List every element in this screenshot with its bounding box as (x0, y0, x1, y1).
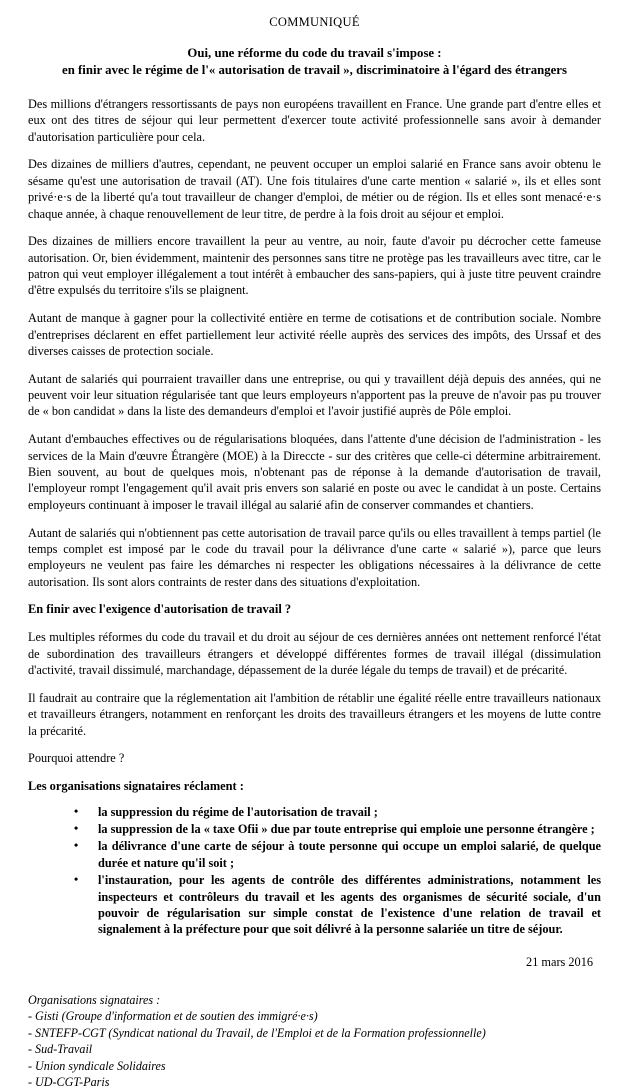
body-paragraph-1: Des millions d'étrangers ressortissants de pays non européens travaillent en France. Une grande part d'entre elles et eux ont des titres de séjour qui leur permettent d'exercer toute activité professionnelle sans avoir à demander d'autorisation particulière pour cela. (28, 96, 601, 144)
signatory-item: - Sud-Travail (28, 1042, 93, 1057)
demands-heading: Les organisations signataires réclament : (28, 779, 244, 794)
body-paragraph-8: Les multiples réformes du code du travail et du droit au séjour de ces dernières années ont nettement renforcé l'état de subordination des travailleurs étrangers et développé différentes formes de travail illégal (dissimulation d'activité, travail dissimulé, marchandage, dépassement de la durée légale du temps de travail) et de précarité. (28, 630, 601, 678)
signatory-item: - Union syndicale Solidaires (28, 1058, 166, 1073)
list-item: • la suppression de la « taxe Ofii » due par toute entreprise qui emploie une personne étrangère ; (86, 821, 601, 837)
body-paragraph-6: Autant d'embauches effectives ou de régularisations bloquées, dans l'attente d'une décision de l'administration - les services de la Main d'œuvre Étrangère (MOE) à la Direccte - sur des critères que celle-ci détermine arbitrairement. Bien souvent, au bout de quelques mois, n'obtenant pas de réponse à la demande d'autorisation de travail, l'employeur rompt l'engagement qu'il avait pris envers son salarié en poste ou avec le candidat à un poste. Certains employeurs continuant à imposer le travail illégal au salarié afin de conserver commandes et chantiers. (28, 432, 601, 512)
body-paragraph-4: Autant de manque à gagner pour la collectivité entière en terme de cotisations et de contribution sociale. Nombre d'entreprises déclarent en effet partiellement leur activité réelle auprès des services des impôts, des Urssaf et des diverses caisses de protection sociale. (28, 311, 601, 358)
body-paragraph-9: Il faudrait au contraire que la réglementation ait l'ambition de rétablir une égalité réelle entre travailleurs nationaux et travailleurs étrangers, notamment en renforçant les droits des travailleurs étrangers et les moyens de lutte contre la précarité. (28, 690, 601, 738)
question-line: Pourquoi attendre ? (28, 751, 125, 766)
demands-list (28, 804, 601, 938)
body-paragraph-5: Autant de salariés qui pourraient travailler dans une entreprise, ou qui y travaillent déjà depuis des années, qui ne peuvent voir leur situation régularisée tant que leurs employeurs n'apportent pas la preuve de n'avoir pas pu trouver de « bon candidat » dans la liste des demandeurs d'emploi et l'avoir justifié auprès de Pôle emploi. (28, 371, 601, 419)
body-paragraph-7: Autant de salariés qui n'obtiennent pas cette autorisation de travail parce qu'ils ou elles travaillent à temps partiel (le temps complet est imposé par le code du travail pour la délivrance d'une carte « salarié »), parce que leurs employeurs ne veulent pas faire les démarches ni respecter les obligations nécessaires à la délivrance de cette autorisation. Ils sont alors contraints de rester dans des situations d'exploitation. (28, 525, 601, 589)
list-item: • la suppression du régime de l'autorisation de travail ; (86, 804, 601, 820)
list-item: • la délivrance d'une carte de séjour à toute personne qui occupe un emploi salarié, de quelque durée et nature qu'il soit ; (86, 838, 601, 871)
list-item: • l'instauration, pour les agents de contrôle des différentes administrations, notamment les inspecteurs et contrôleurs du travail et les agents des organismes de sécurité sociale, d'un pouvoir de régularisation sur simple constat de l'existence d'une relation de travail et signalement à la préfecture pour que soit délivré à la personne salariée un titre de séjour. (86, 872, 601, 937)
body-paragraph-3: Des dizaines de milliers encore travaillent la peur au ventre, au noir, faute d'avoir pu décrocher cette fameuse autorisation. Or, bien évidemment, maintenir des personnes sans titre ne protège pas les travailleurs avec titre, car le patron qui veut employer illégalement a tout intérêt à embaucher des sans-papiers, qui à juste titre peuvent craindre d'être expulsés du territoire s'ils se plaignent. (28, 234, 601, 298)
body-paragraph-2: Des dizaines de milliers d'autres, cependant, ne peuvent occuper un emploi salarié en France sans avoir obtenu le sésame qu'est une autorisation de travail (AT). Une fois titulaires d'une carte mention « salarié », ils et elles sont privé·e·s de la liberté qu'a tout travailleur de changer d'emploi, de métier ou de région. Ils et elles sont menacé·e·s chaque année, à chaque renouvellement de leur titre, de perdre à la fois droit au séjour et emploi. (28, 157, 601, 221)
signatory-item: - SNTEFP-CGT (Syndicat national du Travail, de l'Emploi et de la Formation professionnelle) (28, 1025, 486, 1040)
document-title (28, 45, 601, 80)
signatories-heading: Organisations signataires : (28, 992, 161, 1007)
section-heading: En finir avec l'exigence d'autorisation de travail ? (28, 602, 292, 617)
signatories-block (28, 992, 601, 1091)
signatory-item: - UD-CGT-Paris (28, 1075, 110, 1090)
title-line-2: en finir avec le régime de l'« autorisation de travail », discriminatoire à l'égard des étrangers (62, 63, 567, 78)
title-line-1: Oui, une réforme du code du travail s'impose : (187, 45, 442, 60)
document-kicker: COMMUNIQUÉ (269, 15, 360, 29)
document-date: 21 mars 2016 (526, 954, 593, 969)
signatory-item: - Gisti (Groupe d'information et de soutien des immigré·e·s) (28, 1009, 318, 1024)
